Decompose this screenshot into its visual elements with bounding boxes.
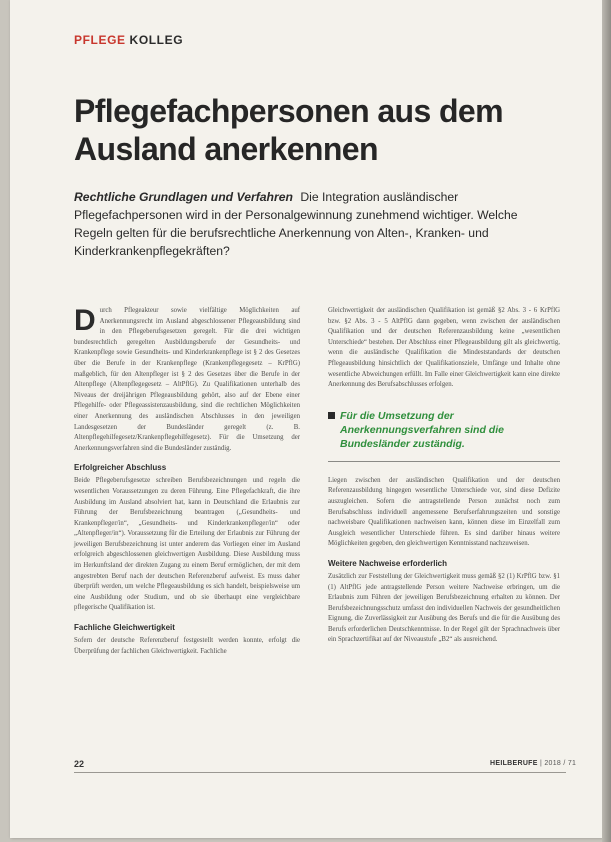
left-column (74, 306, 300, 661)
magazine-name: HEILBERUFE (490, 760, 538, 767)
section-heading-nachweise: Weitere Nachweise erforderlich (328, 558, 448, 568)
article-lead (74, 188, 554, 260)
lead-kicker: Rechtliche Grundlagen und Verfahren (74, 190, 293, 204)
intro-paragraph (74, 306, 300, 454)
intro-text: urch Pflegeakteur sowie vielfältige Möglichkeiten auf Anerkennungsrecht im Ausland abgeschlossener Pflegeausbildung sind in den Pflegeberufsgesetzen geregelt. Für die drei wichtigen bundesrechtlich geregelten Ausbildungsberufe der Gesundheits- und Krankenpflege sowie Gesundheits- und Kinderkrankenpflege ist § 2 des Gesetzes über die Berufe in der Krankenpflege (Krankenpflegegesetz – KrPflG) maßgeblich, für den Altenpfleger ist § 2 des Gesetzes über die Berufe in der Altenpflege (Altenpflegegesetz – AltPflG). Zu Qualifikationen unterhalb des Niveaus der dreijährigen Pflegeausbildung gehört, also auf der Ebene einer Pflegehilfe- oder Pflegeassistenzausbildung, sind die rechtlichen Möglichkeiten einer Anerkennung des ausländischen Abschlusses in den jeweiligen Landesgesetzen der Bundesländer geregelt (z. B. Altenpflegehilfegesetz/Krankenpflegehilfegesetz). Für die Umsetzung der Anerkennungsverfahren sind die Bundesländer zuständig. (74, 307, 300, 452)
magazine-footer (490, 760, 576, 767)
right-paragraph-2: Liegen zwischen der ausländischen Qualifikation und der deutschen Referenzausbildung hingegen wesentliche Unterschiede vor, sind diese Defizite auszugleichen. Sofern die antragstellende Person zunächst noch zum Berufsabschluss individuell angemessene Berufserfahrungszeiten und sonstige nachweisbare Qualifikationen nachweisen kann, können diese im Einzelfall zum Ausgleich wesentlicher Unterschiede führen. Es sind darüber hinaus weitere Möglichkeiten gegeben, den gleichwertigen Kenntnisstand nachzuweisen. (328, 476, 560, 548)
magazine-issue: | 2018 / 71 (539, 760, 577, 767)
magazine-page (10, 0, 602, 838)
section-heading-abschluss: Erfolgreicher Abschluss (74, 463, 167, 473)
kicker-dark: KOLLEG (129, 33, 184, 47)
scan-gutter (602, 0, 611, 842)
square-bullet-icon (328, 412, 335, 419)
right-column (328, 306, 560, 650)
section-heading-gleichwertigkeit: Fachliche Gleichwertigkeit (74, 623, 175, 633)
section-text-nachweise: Zusätzlich zur Feststellung der Gleichwertigkeit muss gemäß §2 (1) KrPflG bzw. §1 (1) AltPflG jede antragstellende Person weitere Nachweise erbringen, um die Erlaubnis zum Führen der jeweiligen Berufsbezeichnung erhalten zu können. Der Berufsbezeichnungsschutz umfasst den individuellen Nachweis der gesundheitlichen Eignung, die Zuverlässigkeit zur Ausübung des Berufs und die für die Ausübung des Berufs erforderlichen Deutschkenntnisse. In der Regel gilt der Sprachnachweis über ein Sprachzertifikat auf der Niveaustufe „B2“ als ausreichend. (328, 572, 560, 644)
pull-quote-text: Für die Umsetzung der Anerkennungsverfahren sind die Bundesländer zuständig. (340, 409, 504, 450)
section-text-gleichwertigkeit: Sofern der deutsche Referenzberuf festgestellt werden konnte, erfolgt die Überprüfung der fachlichen Gleichwertigkeit. Fachliche (74, 637, 300, 655)
section-kicker (74, 33, 183, 47)
article-title: Pflegefachpersonen aus dem Ausland anerkennen (74, 93, 503, 167)
dropcap: D (74, 304, 96, 337)
right-intro-paragraph: Gleichwertigkeit der ausländischen Qualifikation ist gemäß §2 Abs. 3 - 6 KrPflG bzw. §2 Abs. 3 - 5 AltPflG dann gegeben, wenn zwischen der ausländischen Qualifikation und der deutschen Referenzausbildung keine „wesentlichen Unterschiede“ bestehen. Der Abschluss einer Pflegeausbildung gilt als gleichwertig, wenn die ausländische Qualifikation die Mindeststandards der deutschen Pflegeausbildung hinsichtlich der Qualifikationsziele, Umfänge und Inhalte ohne wesentliche Abweichungen erfüllt. Im Falle einer Gleichwertigkeit kann eine direkte Anerkennung des Berufsabschlusses erfolgen. (328, 307, 560, 389)
page-number: 22 (74, 759, 85, 769)
lead-text: Die Integration ausländischer Pflegefachpersonen wird in der Personalgewinnung zunehmend wichtiger. Welche Regeln gelten für die berufsrechtliche Anerkennung von Alten-, Kranken- und Kinderkrankenpflegekräften? (74, 190, 518, 258)
section-text-abschluss: Beide Pflegeberufsgesetze schreiben Berufsbezeichnungen und regeln die wesentlichen Voraussetzungen zu deren Führung. Eine Pflegefachkraft, die ihre Ausbildung im Ausland absolviert hat, kann in Deutschland die Erlaubnis zur Führung der Berufsbezeichnung beantragen („Gesundheits- und Krankenpfleger/in“, „Gesundheits- und Kinderkrankenpfleger/in“ oder „Altenpfleger/in“). Voraussetzung für die Erteilung der Erlaubnis zur Führung der jeweiligen Berufsbezeichnung ist unter anderem das Vorliegen einer im Ausland erfolgreich abgeschlossenen gleichwertigen Ausbildung. Diese Ausbildung muss im Herkunftsland der direkten Zugang zu einem Beruf ermöglichen, der mit dem angestrebten Beruf nach der deutschen Referenzberuf aufweist. Es muss daher überprüft werden, um welche Pflegeausbildung es sich handelt, beispielsweise um eine Ausbildung oder Studium, und ob sie überhaupt eine vergleichbare pflegerische Qualifikation ist. (74, 477, 300, 612)
pull-quote (328, 403, 560, 462)
footer-rule (74, 772, 566, 773)
kicker-red: PFLEGE (74, 33, 126, 47)
